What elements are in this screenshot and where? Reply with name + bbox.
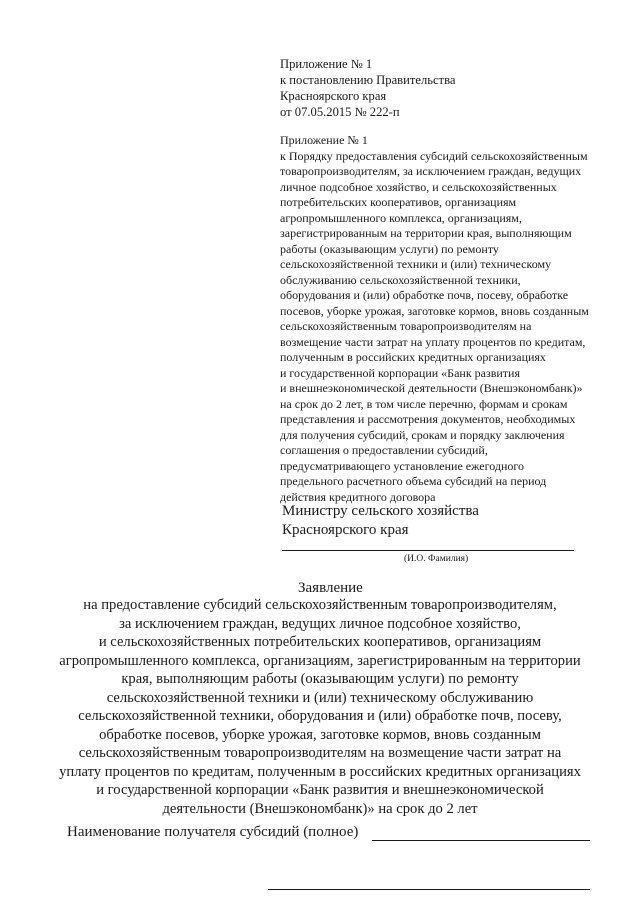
statement-line: и государственной корпорации «Банк развития и внешнеэкономической: [96, 782, 544, 798]
annex-procedure-line: сельскохозяйственной техники и (или) техническому: [280, 257, 552, 271]
annex-procedure-line: личное подсобное хозяйство, и сельскохозяйственных: [280, 179, 557, 194]
annex-procedure-line: и государственной корпорации «Банк развития: [280, 365, 520, 380]
statement-line: деятельности (Внешэкономбанк)» на срок до 2 лет: [162, 800, 478, 817]
statement-line: агропромышленного комплекса, организациям, зарегистрированным на территории: [59, 652, 581, 669]
annex-procedure-line: действия кредитного договора: [280, 489, 436, 504]
recipient-continuation-line[interactable]: [268, 889, 590, 890]
recipient-label: Наименование получателя субсидий (полное): [67, 824, 359, 840]
annex-procedure-line: и внешнеэкономической деятельности (Внешэкономбанк)»: [280, 381, 583, 395]
annex-header-line: Красноярского края: [280, 89, 387, 103]
annex-procedure-line: представления и рассмотрения документов, необходимых: [280, 412, 576, 426]
annex-procedure-line: на срок до 2 лет, в том числе перечню, формам и срокам: [280, 396, 568, 411]
annex-procedure-line: для получения субсидий, срокам и порядку заключения: [280, 427, 565, 442]
statement-line: за исключением граждан, ведущих личное подсобное хозяйство,: [119, 615, 521, 632]
statement-line: обработке посевов, уборке урожая, заготовке кормов, вновь созданным: [99, 726, 541, 743]
annex-procedure-line: соглашения о предоставлении субсидий,: [280, 443, 488, 457]
annex-procedure-line: оборудования и (или) обработке почв, посеву, обработке: [280, 288, 569, 302]
annex-procedure-line: обслуживанию сельскохозяйственной техники,: [280, 272, 521, 287]
statement-line: уплату процентов по кредитам, полученным в российских кредитных организациях: [59, 763, 581, 780]
annex-procedure-line: Приложение № 1: [280, 133, 368, 147]
statement-line: сельскохозяйственной техники и (или) техническому обслуживанию: [106, 689, 534, 706]
addressee-line: Красноярского края: [282, 522, 409, 538]
annex-procedure-line: к Порядку предоставления субсидий сельскохозяйственным: [280, 148, 588, 163]
annex-procedure-line: товаропроизводителям, за исключением граждан, ведущих: [280, 164, 582, 178]
annex-procedure-line: предусматривающего установление ежегодного: [280, 458, 525, 473]
statement-line: на предоставление субсидий сельскохозяйственным товаропроизводителям,: [83, 597, 557, 613]
annex-header-line: Приложение № 1: [280, 57, 373, 71]
annex-procedure-line: посевов, уборке урожая, заготовке кормов, вновь созданным: [280, 303, 589, 318]
signature-caption: (И.О. Фамилия): [404, 554, 469, 564]
annex-procedure-line: возмещение части затрат на уплату процентов по кредитам,: [280, 334, 586, 349]
annex-procedure-line: зарегистрированным на территории края, выполняющим: [280, 226, 572, 240]
signature-line[interactable]: [282, 550, 574, 551]
annex-procedure-line: сельскохозяйственным товаропроизводителям на: [280, 319, 532, 333]
addressee-line: Министру сельского хозяйства: [282, 503, 479, 519]
statement-line: края, выполняющим работы (оказывающим услуги) по ремонту: [121, 671, 519, 687]
statement-line: сельскохозяйственным товаропроизводителям на возмещение части затрат на: [78, 745, 562, 761]
statement-title: Заявление: [298, 580, 363, 596]
annex-procedure-line: потребительских кооперативов, организациям: [280, 195, 517, 209]
annex-header-line: к постановлению Правительства: [280, 73, 456, 87]
statement-line: и сельскохозяйственных потребительских кооперативов, организациям: [98, 634, 542, 650]
annex-procedure-line: полученным в российских кредитных организациях: [280, 350, 546, 364]
statement-line: сельскохозяйственной техники, оборудования и (или) обработке почв, посеву,: [78, 708, 562, 724]
annex-procedure-line: предельного расчетного объема субсидий на период: [280, 474, 547, 488]
annex-procedure-line: работы (оказывающим услуги) по ремонту: [280, 241, 499, 256]
annex-header-line: от 07.05.2015 № 222-п: [280, 105, 400, 119]
annex-procedure-line: агропромышленного комплекса, организациям,: [280, 210, 522, 225]
recipient-input-line[interactable]: [372, 840, 590, 841]
